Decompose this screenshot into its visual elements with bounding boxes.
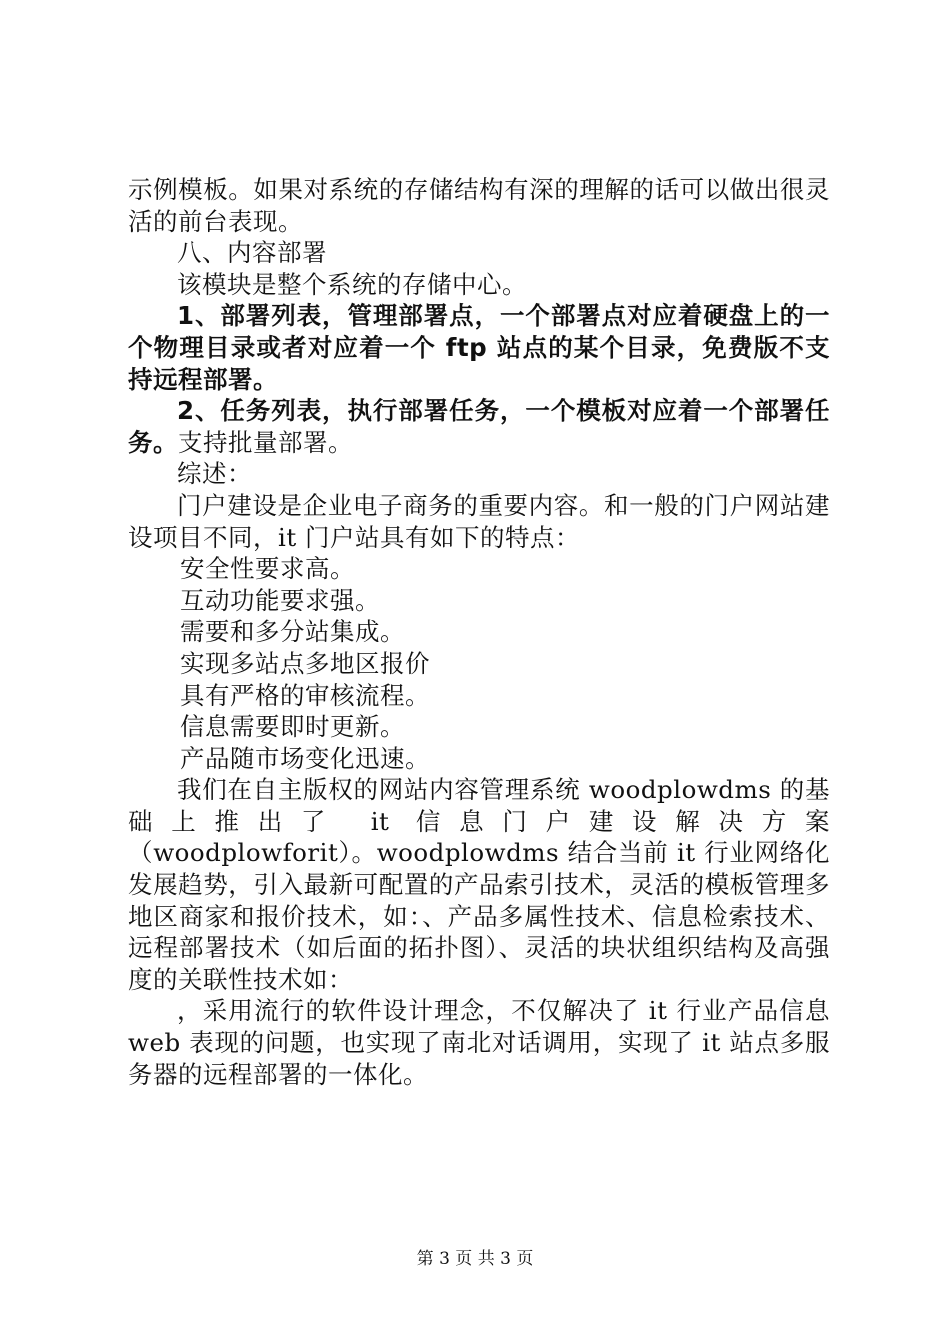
list-item-market-change: 产品随市场变化迅速。 bbox=[180, 743, 430, 773]
paragraph-storage-center: 该模块是整个系统的存储中心。 bbox=[177, 269, 527, 299]
paragraph-solution-summary: ，采用流行的软件设计理念，不仅解决了 it 行业产品信息 web 表现的问题，也实现了南北对话调用，实现了 it 站点多服务器的远程部署的一体化。 bbox=[128, 996, 830, 1089]
paragraph-task-list-wrapper bbox=[128, 395, 830, 458]
document-body bbox=[128, 174, 830, 1090]
paragraph-task-list: 2、任务列表，执行部署任务，一个模板对应着一个部署任务。 bbox=[128, 396, 830, 457]
list-item-review-process: 具有严格的审核流程。 bbox=[180, 680, 430, 710]
list-item-substation: 需要和多分站集成。 bbox=[180, 617, 405, 647]
paragraph-solution-detail: （woodplowforit）。woodplowdms 结合当前 it 行业网络化发展趋势，引入最新可配置的产品索引技术，灵活的模板管理多地区商家和报价技术，如：、产品多属性技术、信息检索技术、远程部署技术（如后面的拓扑图）、灵活的块状组织结构及高强度的关联性技术如： bbox=[128, 838, 830, 994]
list-item-multi-region-quote: 实现多站点多地区报价 bbox=[180, 648, 430, 678]
section-heading-content-deploy: 八、内容部署 bbox=[177, 238, 327, 268]
page-number-footer: 第 3 页 共 3 页 bbox=[416, 1249, 534, 1269]
list-item-instant-update: 信息需要即时更新。 bbox=[180, 712, 405, 742]
list-item-security: 安全性要求高。 bbox=[180, 554, 355, 584]
paragraph-batch-deploy: 支持批量部署。 bbox=[178, 427, 353, 457]
paragraph-deploy-list: 1、部署列表，管理部署点，一个部署点对应着硬盘上的一个物理目录或者对应着一个 ftp 站点的某个目录，免费版不支持远程部署。 bbox=[128, 301, 830, 394]
paragraph-summary-label: 综述： bbox=[177, 459, 252, 489]
list-item-interaction: 互动功能要求强。 bbox=[180, 585, 380, 615]
paragraph-solution-intro: 我们在自主版权的网站内容管理系统 woodplowdms 的基础上推出了 it 信息门户建设解决方案 bbox=[128, 775, 830, 836]
paragraph-template-intro: 示例模板。如果对系统的存储结构有深的理解的话可以做出很灵活的前台表现。 bbox=[128, 175, 830, 236]
paragraph-portal-intro: 门户建设是企业电子商务的重要内容。和一般的门户网站建设项目不同，it 门户站具有如下的特点： bbox=[128, 490, 830, 552]
